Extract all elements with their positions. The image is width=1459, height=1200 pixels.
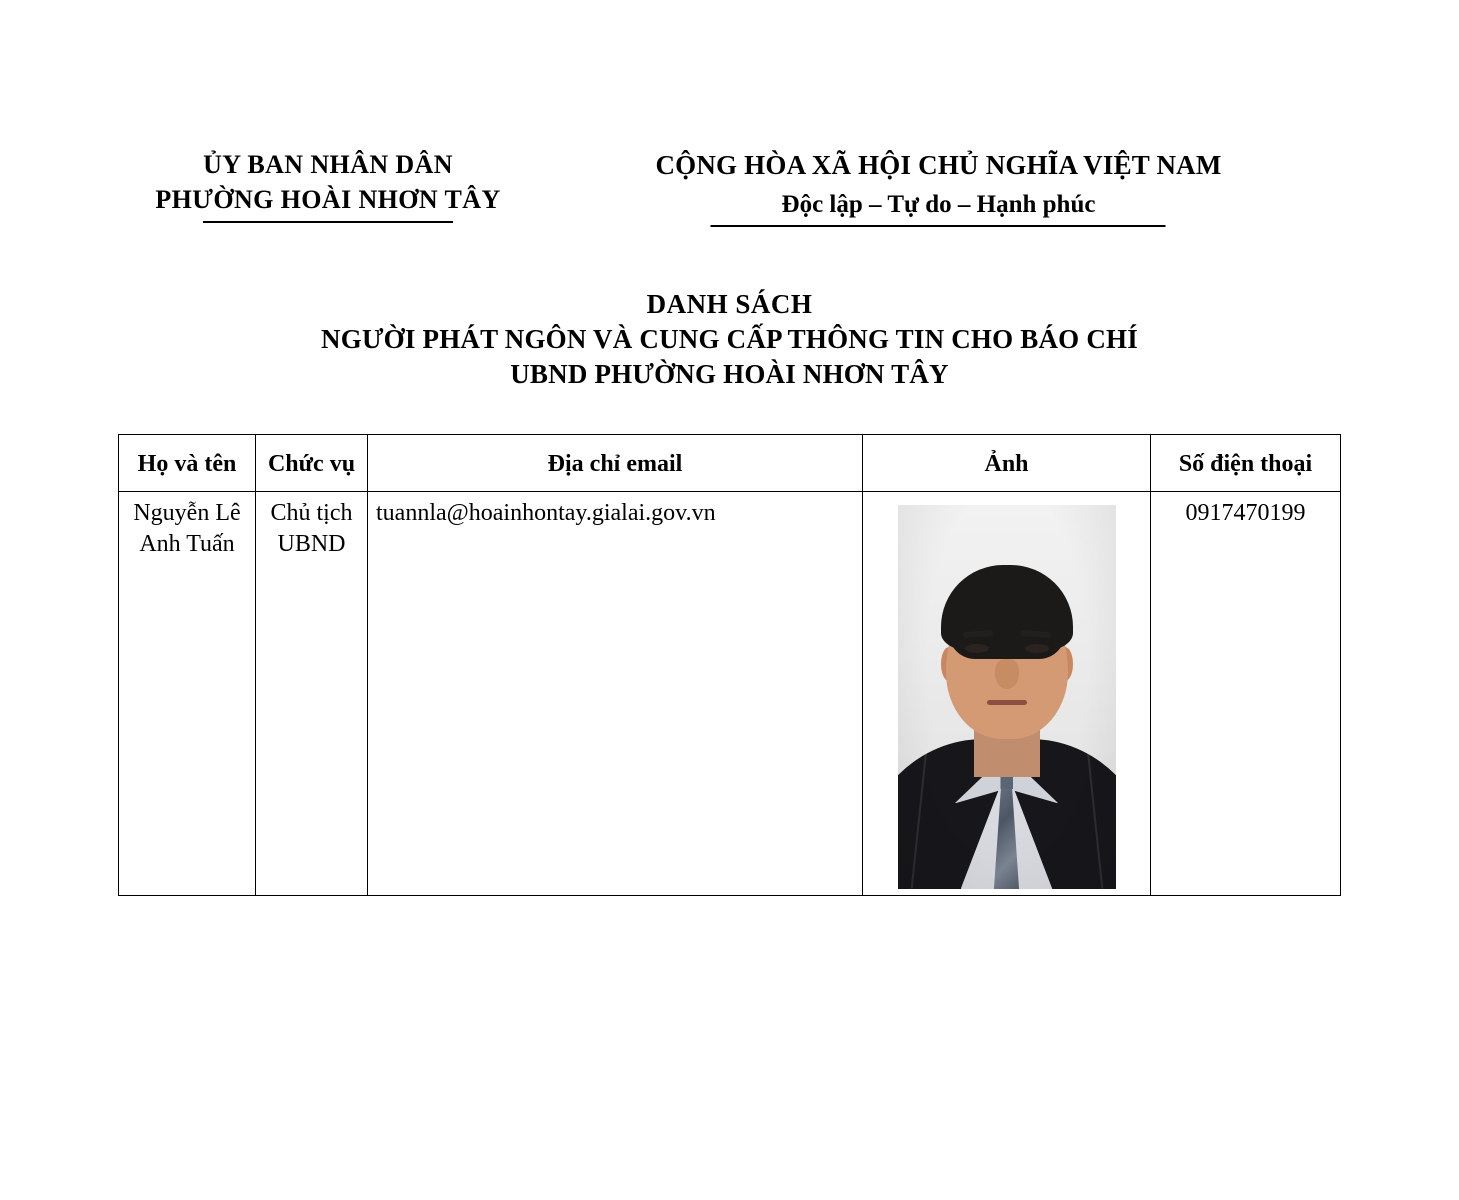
- title-line-1: DANH SÁCH: [646, 289, 813, 320]
- column-header-name: Họ và tên: [119, 435, 256, 492]
- spokesperson-table-wrapper: [0, 434, 1459, 896]
- document-header: [0, 0, 1459, 221]
- issuing-authority-block: [118, 148, 538, 221]
- photo-container: [871, 498, 1142, 889]
- cell-full-name: Nguyễn Lê Anh Tuấn: [119, 492, 256, 896]
- table-header-row: [119, 435, 1341, 492]
- national-motto-block: [538, 148, 1339, 221]
- authority-line-2: PHƯỜNG HOÀI NHƠN TÂY: [155, 183, 500, 218]
- portrait-photo: [898, 505, 1116, 889]
- title-line-3: UBND PHƯỜNG HOÀI NHƠN TÂY: [510, 359, 949, 390]
- national-motto: Độc lập – Tự do – Hạnh phúc: [782, 188, 1096, 221]
- title-line-2: NGƯỜI PHÁT NGÔN VÀ CUNG CẤP THÔNG TIN CHO BÁO CHÍ: [321, 324, 1138, 355]
- cell-position: Chủ tịch UBND: [256, 492, 368, 896]
- document-title: [0, 287, 1459, 392]
- column-header-position: Chức vụ: [256, 435, 368, 492]
- photo-vignette: [898, 505, 1116, 889]
- table-row: [119, 492, 1341, 896]
- country-name: CỘNG HÒA XÃ HỘI CHỦ NGHĨA VIỆT NAM: [655, 150, 1222, 180]
- authority-line-1: ỦY BAN NHÂN DÂN: [203, 150, 453, 179]
- column-header-photo: Ảnh: [863, 435, 1151, 492]
- cell-photo: [863, 492, 1151, 896]
- cell-email: tuannla@hoainhontay.gialai.gov.vn: [368, 492, 863, 896]
- column-header-phone: Số điện thoại: [1151, 435, 1341, 492]
- cell-phone: 0917470199: [1151, 492, 1341, 896]
- column-header-email: Địa chỉ email: [368, 435, 863, 492]
- spokesperson-table: [118, 434, 1341, 896]
